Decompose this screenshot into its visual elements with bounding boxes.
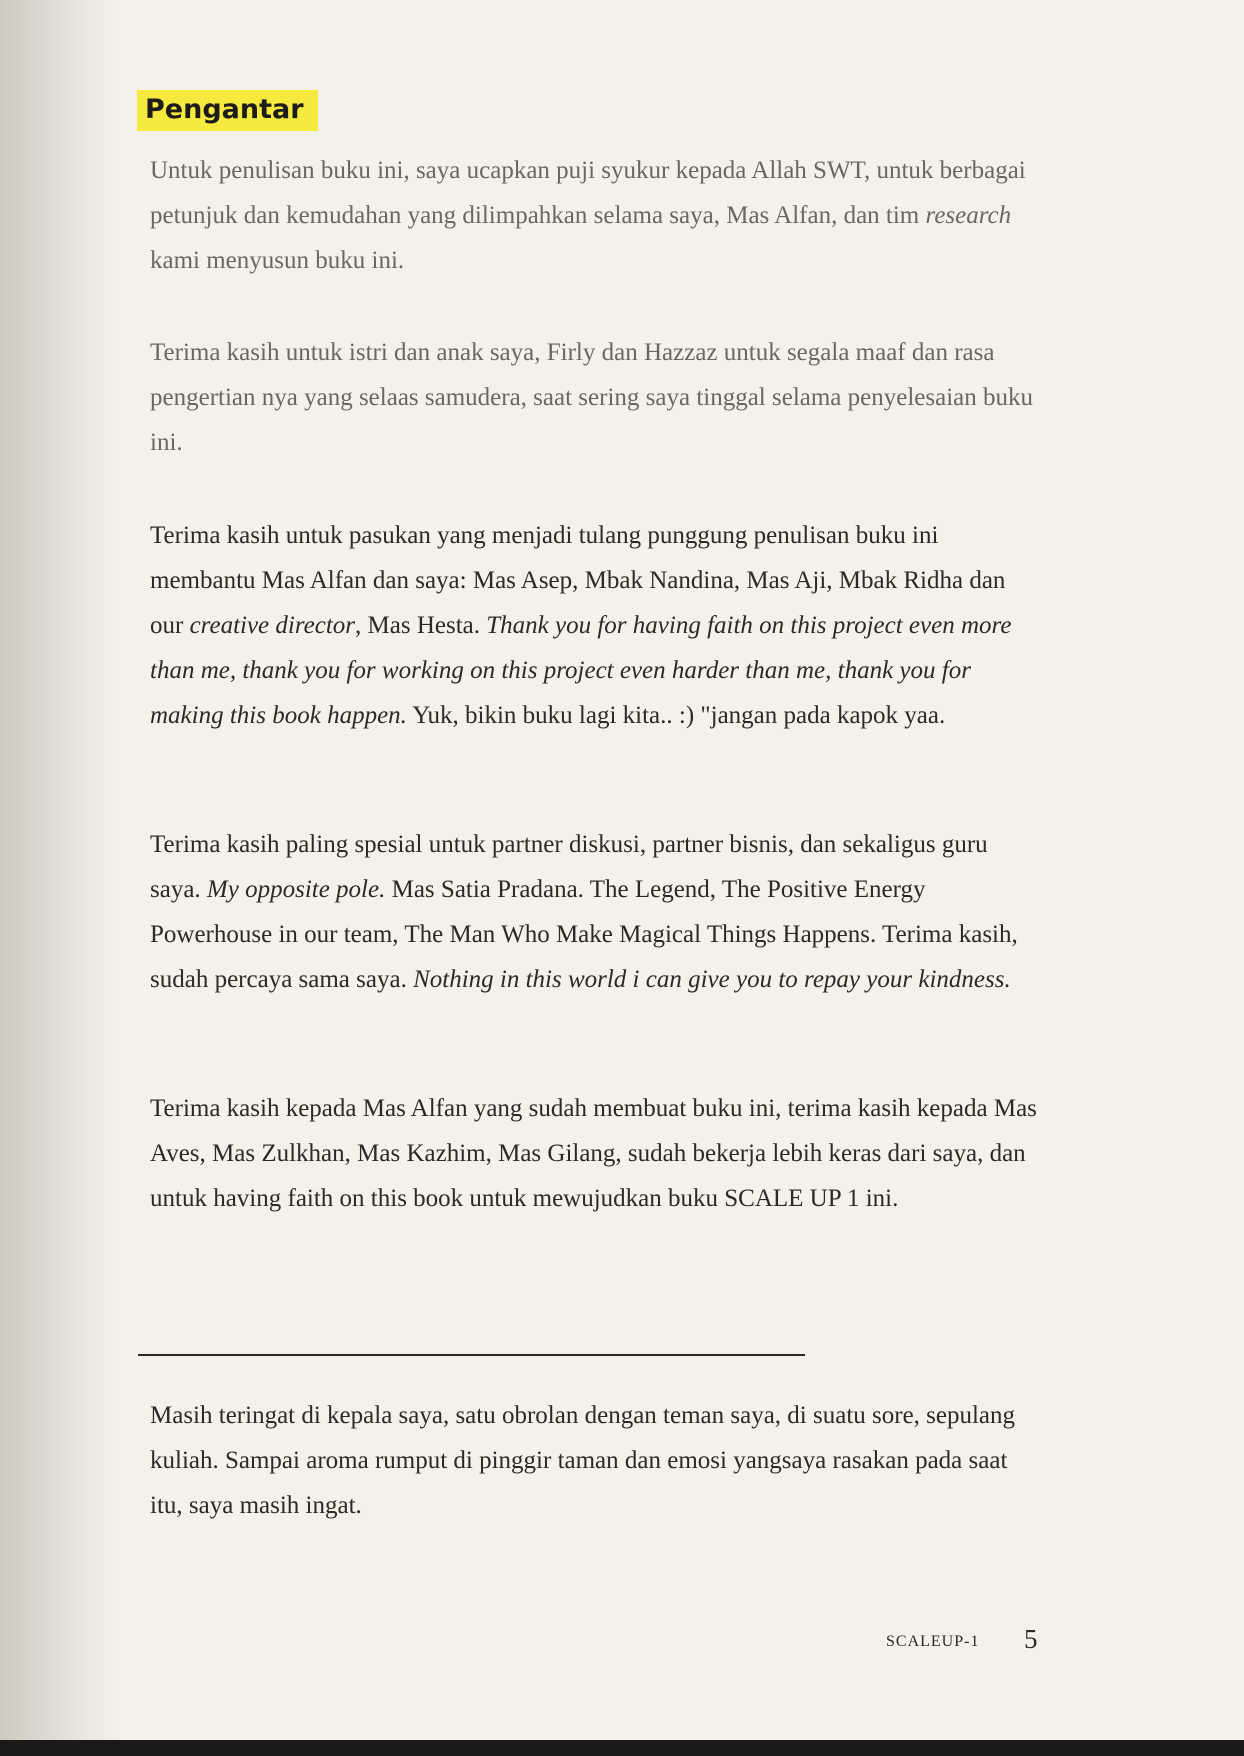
page-heading: Pengantar <box>145 94 304 125</box>
paragraph-4-italic-opposite-pole: My opposite pole. <box>206 876 386 903</box>
paragraph-1-italic-research: research <box>925 202 1012 229</box>
paragraph-4-text-a: Terima kasih paling spesial untuk partner diskusi, partner bisnis, dan sekaligus guru saya. <box>150 831 988 903</box>
paragraph-3-text-a: Terima kasih untuk pasukan yang menjadi tulang punggung penulisan buku ini membantu Mas Alfan dan saya: Mas Asep, Mbak Nandina, Mas Aji, Mbak Ridha dan our <box>150 522 1006 639</box>
paragraph-4-italic-nothing: Nothing in this world i can give you to repay your kindness. <box>413 966 1011 993</box>
paragraph-3-text-c: Yuk, bikin buku lagi kita.. :) "jangan pada kapok yaa. <box>406 702 946 729</box>
page-bottom-edge <box>0 1740 1244 1756</box>
paragraph-5: Terima kasih kepada Mas Alfan yang sudah membuat buku ini, terima kasih kepada Mas Aves, Mas Zulkhan, Mas Kazhim, Mas Gilang, sudah bekerja lebih keras dari saya, dan untuk having faith on this book untuk mewujudkan buku SCALE UP 1 ini. <box>150 1095 1037 1212</box>
heading-highlight <box>137 90 318 131</box>
book-spine-shadow <box>0 0 120 1756</box>
paragraph-1-text-a: Untuk penulisan buku ini, saya ucapkan puji syukur kepada Allah SWT, untuk berbagai petunjuk dan kemudahan yang dilimpahkan selama saya, Mas Alfan, dan tim <box>150 157 1026 229</box>
paragraph-2: Terima kasih untuk istri dan anak saya, Firly dan Hazzaz untuk segala maaf dan rasa pengertian nya yang selaas samudera, saat sering saya tinggal selama penyelesaian buku ini. <box>150 339 1034 456</box>
paragraph-3-text-b: , Mas Hesta. <box>355 612 487 639</box>
paragraph-1 <box>150 148 1040 283</box>
paragraph-4 <box>150 822 1040 1002</box>
paragraph-3-italic-creative-director: creative director <box>189 612 356 639</box>
running-footer-title: SCALEUP-1 <box>886 1633 980 1650</box>
paragraph-3-italic-thank-you: Thank you for having faith on this project even more than me, thank you for working on this project even harder than me, thank you for making this book happen. <box>150 612 1012 729</box>
paragraph-4-text-b: Mas Satia Pradana. The Legend, The Positive Energy Powerhouse in our team, The Man Who Make Magical Things Happens. Terima kasih, sudah percaya sama saya. <box>150 876 1018 993</box>
paragraph-6: Masih teringat di kepala saya, satu obrolan dengan teman saya, di suatu sore, sepulang kuliah. Sampai aroma rumput di pinggir taman dan emosi yangsaya rasakan pada saat itu, saya masih ingat. <box>150 1402 1016 1519</box>
page-number: 5 <box>1024 1624 1038 1654</box>
paragraph-3 <box>150 513 1040 738</box>
footnote-divider <box>138 1354 805 1356</box>
paragraph-1-text-b: kami menyusun buku ini. <box>150 247 405 274</box>
